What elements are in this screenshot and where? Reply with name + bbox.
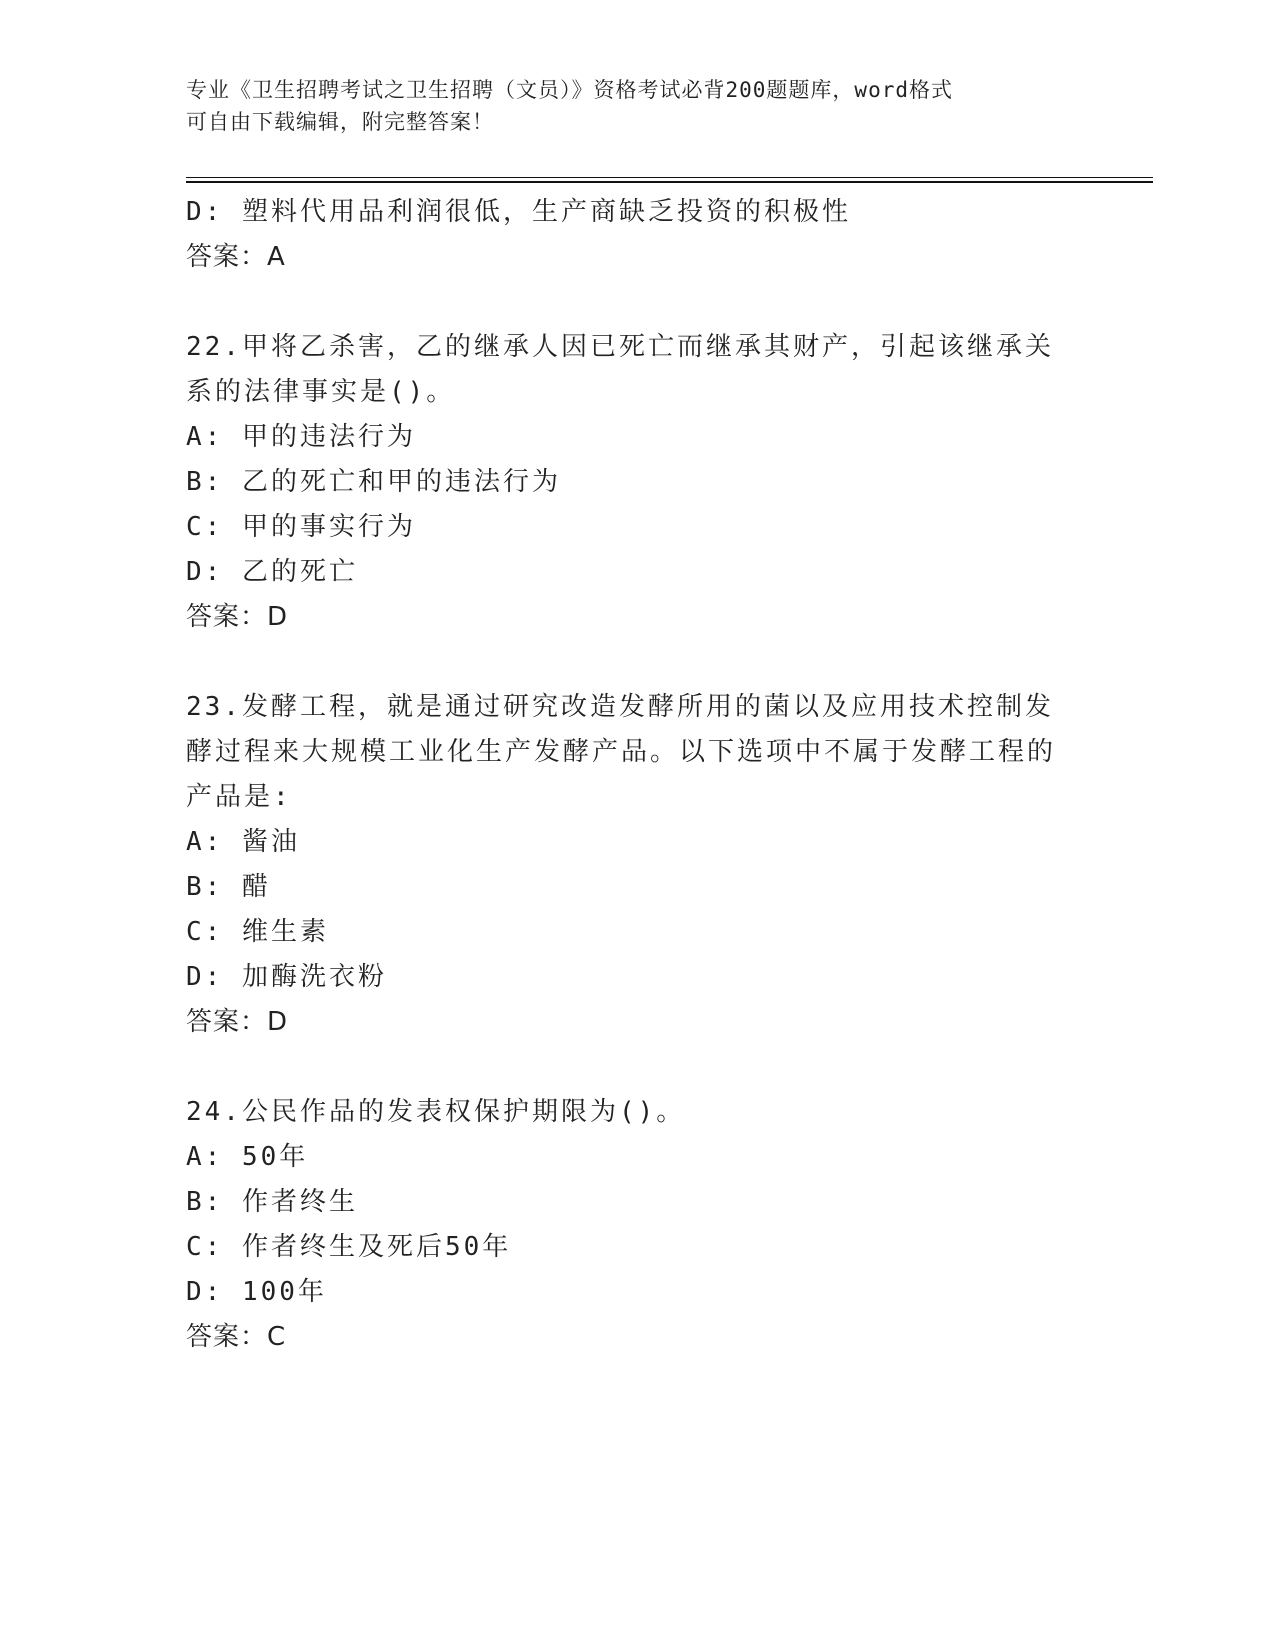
option-a: A: 酱油 [186,827,300,857]
question-24 [186,1090,1086,1360]
header-title-line-2: 可自由下载编辑，附完整答案！ [186,110,494,134]
option-b: B: 作者终生 [186,1187,358,1217]
question-answer: 答案：C [186,1322,287,1352]
option-a: A: 甲的违法行为 [186,422,416,452]
spacer [186,280,1086,325]
question-answer: 答案：D [186,1007,289,1037]
question-answer: 答案：D [186,602,289,632]
header-divider-thin [186,177,1153,178]
question-22 [186,325,1086,640]
option-b: B: 乙的死亡和甲的违法行为 [186,467,561,497]
option-d: D: 加酶洗衣粉 [186,962,387,992]
header-divider-thick [186,181,1153,183]
question-23 [186,685,1086,1045]
option-c: C: 维生素 [186,917,329,947]
question-stem: 24.公民作品的发表权保护期限为()。 [186,1097,686,1127]
option-c: C: 甲的事实行为 [186,512,416,542]
option-c: C: 作者终生及死后50年 [186,1232,512,1262]
spacer [186,1045,1086,1090]
option-d: D: 100年 [186,1277,327,1307]
option-b: B: 醋 [186,872,271,902]
header-title-line-1: 专业《卫生招聘考试之卫生招聘（文员）》资格考试必背200题题库，word格式 [186,78,953,102]
spacer [186,640,1086,685]
question-stem: 22.甲将乙杀害，乙的继承人因已死亡而继承其财产，引起该继承关系的法律事实是()。 [186,332,1054,407]
question-stem: 23.发酵工程，就是通过研究改造发酵所用的菌以及应用技术控制发酵过程来大规模工业化生产发酵产品。以下选项中不属于发酵工程的产品是: [186,692,1057,812]
prev-question-answer: 答案：A [186,242,286,272]
question-list [186,190,1086,1360]
option-d: D: 乙的死亡 [186,557,358,587]
option-a: A: 50年 [186,1142,309,1172]
document-header [186,74,1066,138]
prev-question-option-d: D: 塑料代用品利润很低，生产商缺乏投资的积极性 [186,197,851,227]
